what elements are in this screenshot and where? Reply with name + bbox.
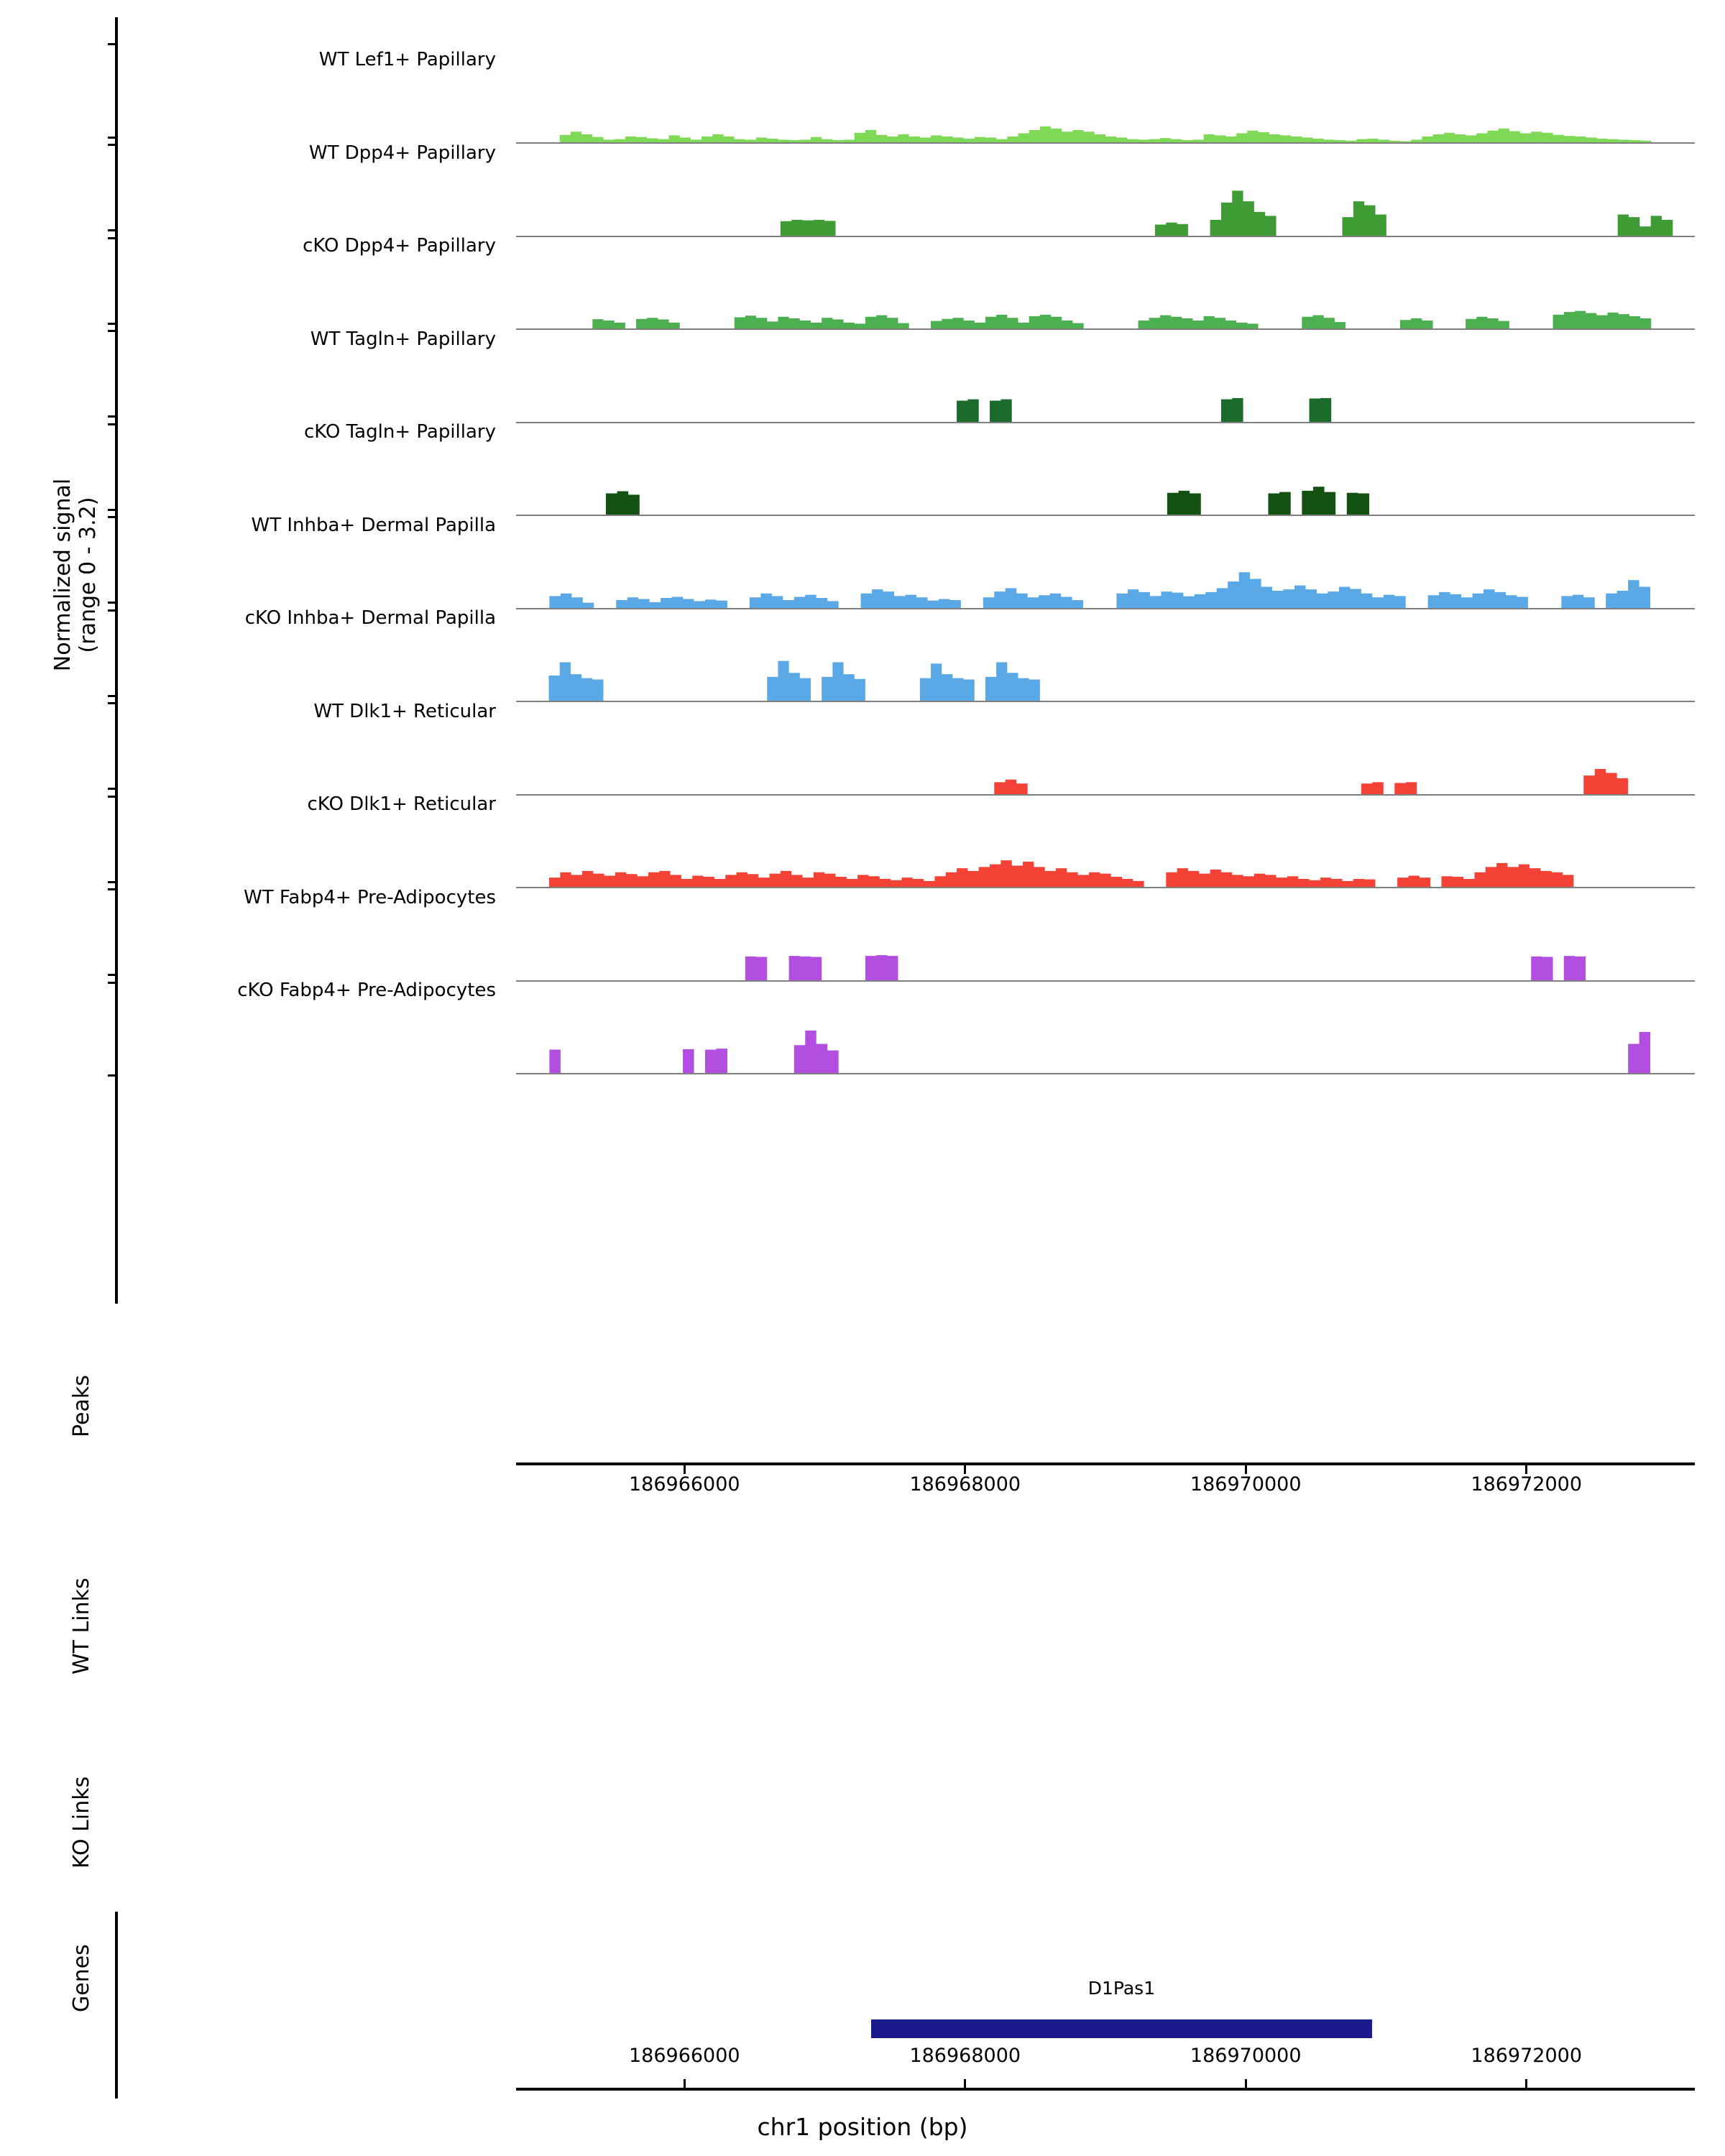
- track-baseline: [516, 142, 1695, 144]
- x-axis-top-line: [516, 1462, 1695, 1465]
- x-axis-tick-label: 186972000: [1471, 1473, 1583, 1496]
- y-axis-tick: [108, 796, 116, 798]
- track-label: cKO Inhba+ Dermal Papilla: [244, 607, 496, 629]
- track-signal: [516, 57, 1695, 142]
- y-axis-tick: [108, 609, 116, 612]
- gene-body[interactable]: [871, 2019, 1372, 2038]
- track-label: cKO Dpp4+ Papillary: [303, 235, 496, 257]
- x-axis-tick: [1245, 2079, 1247, 2088]
- x-axis-tick-label: 186970000: [1190, 2045, 1302, 2067]
- x-axis-tick: [684, 2079, 686, 2088]
- section-label-ko-links: KO Links: [69, 1776, 94, 1869]
- track-label: WT Inhba+ Dermal Papilla: [251, 514, 496, 536]
- track-label: cKO Tagln+ Papillary: [303, 421, 496, 443]
- track-baseline: [516, 1073, 1695, 1074]
- track-label: WT Lef1+ Papillary: [318, 49, 496, 70]
- track-signal: [516, 523, 1695, 608]
- y-axis-tick: [108, 229, 116, 231]
- x-axis-tick-label: 186966000: [628, 1473, 740, 1496]
- track-label: WT Dlk1+ Reticular: [313, 700, 496, 722]
- y-axis-tick: [108, 974, 116, 976]
- track-signal: [516, 244, 1695, 328]
- y-axis-tick: [108, 423, 116, 425]
- track-baseline: [516, 515, 1695, 516]
- y-axis-tick: [108, 888, 116, 890]
- x-axis-tick-label: 186966000: [628, 2045, 740, 2067]
- x-axis-tick: [964, 2079, 966, 2088]
- track-label: cKO Fabp4+ Pre-Adipocytes: [237, 980, 496, 1001]
- y-axis-tick: [108, 144, 116, 146]
- y-axis-label-line1: Normalized signal: [50, 478, 75, 672]
- track-signal: [516, 895, 1695, 980]
- x-axis-tick-label: 186970000: [1190, 1473, 1302, 1496]
- track-label: WT Fabp4+ Pre-Adipocytes: [244, 886, 496, 908]
- y-axis-tick: [108, 602, 116, 604]
- track-baseline: [516, 794, 1695, 796]
- y-axis-spine: [115, 17, 118, 1304]
- y-axis-tick: [108, 702, 116, 704]
- track-baseline: [516, 608, 1695, 609]
- section-label-peaks: Peaks: [69, 1375, 94, 1437]
- y-axis-tick: [108, 982, 116, 984]
- track-signal: [516, 430, 1695, 515]
- section-label-wt-links: WT Links: [69, 1577, 94, 1674]
- x-axis-title: chr1 position (bp): [757, 2113, 968, 2141]
- track-baseline: [516, 980, 1695, 982]
- track-label: WT Dpp4+ Papillary: [308, 142, 496, 164]
- y-axis-tick: [108, 788, 116, 790]
- track-baseline: [516, 887, 1695, 888]
- track-signal: [516, 988, 1695, 1073]
- y-axis-tick: [108, 43, 116, 45]
- y-axis-tick: [108, 137, 116, 139]
- track-signal: [516, 337, 1695, 422]
- y-axis-tick: [108, 509, 116, 511]
- y-axis-tick: [108, 516, 116, 518]
- genes-section-spine: [115, 1912, 118, 2099]
- track-baseline: [516, 422, 1695, 423]
- y-axis-tick: [108, 237, 116, 239]
- section-label-genes: Genes: [69, 1944, 94, 2012]
- x-axis-tick: [1525, 2079, 1527, 2088]
- track-signal: [516, 802, 1695, 887]
- y-axis-tick: [108, 323, 116, 325]
- track-label: WT Tagln+ Papillary: [310, 328, 496, 350]
- gene-name-label: D1Pas1: [1087, 1978, 1156, 1999]
- x-axis-bottom-line: [516, 2088, 1695, 2091]
- y-axis-tick: [108, 695, 116, 697]
- track-baseline: [516, 236, 1695, 237]
- y-axis-tick: [108, 330, 116, 332]
- y-axis-tick: [108, 415, 116, 418]
- track-signal: [516, 151, 1695, 236]
- track-baseline: [516, 701, 1695, 702]
- x-axis-tick-label: 186968000: [909, 1473, 1021, 1496]
- track-signal: [516, 709, 1695, 794]
- y-axis-label: [50, 316, 101, 834]
- y-axis-label-line2: (range 0 - 3.2): [75, 497, 101, 653]
- track-baseline: [516, 328, 1695, 330]
- track-label: cKO Dlk1+ Reticular: [307, 793, 496, 815]
- x-axis-tick-label: 186968000: [909, 2045, 1021, 2067]
- y-axis-tick: [108, 881, 116, 883]
- y-axis-tick: [108, 1074, 116, 1077]
- x-axis-tick-label: 186972000: [1471, 2045, 1583, 2067]
- track-signal: [516, 616, 1695, 701]
